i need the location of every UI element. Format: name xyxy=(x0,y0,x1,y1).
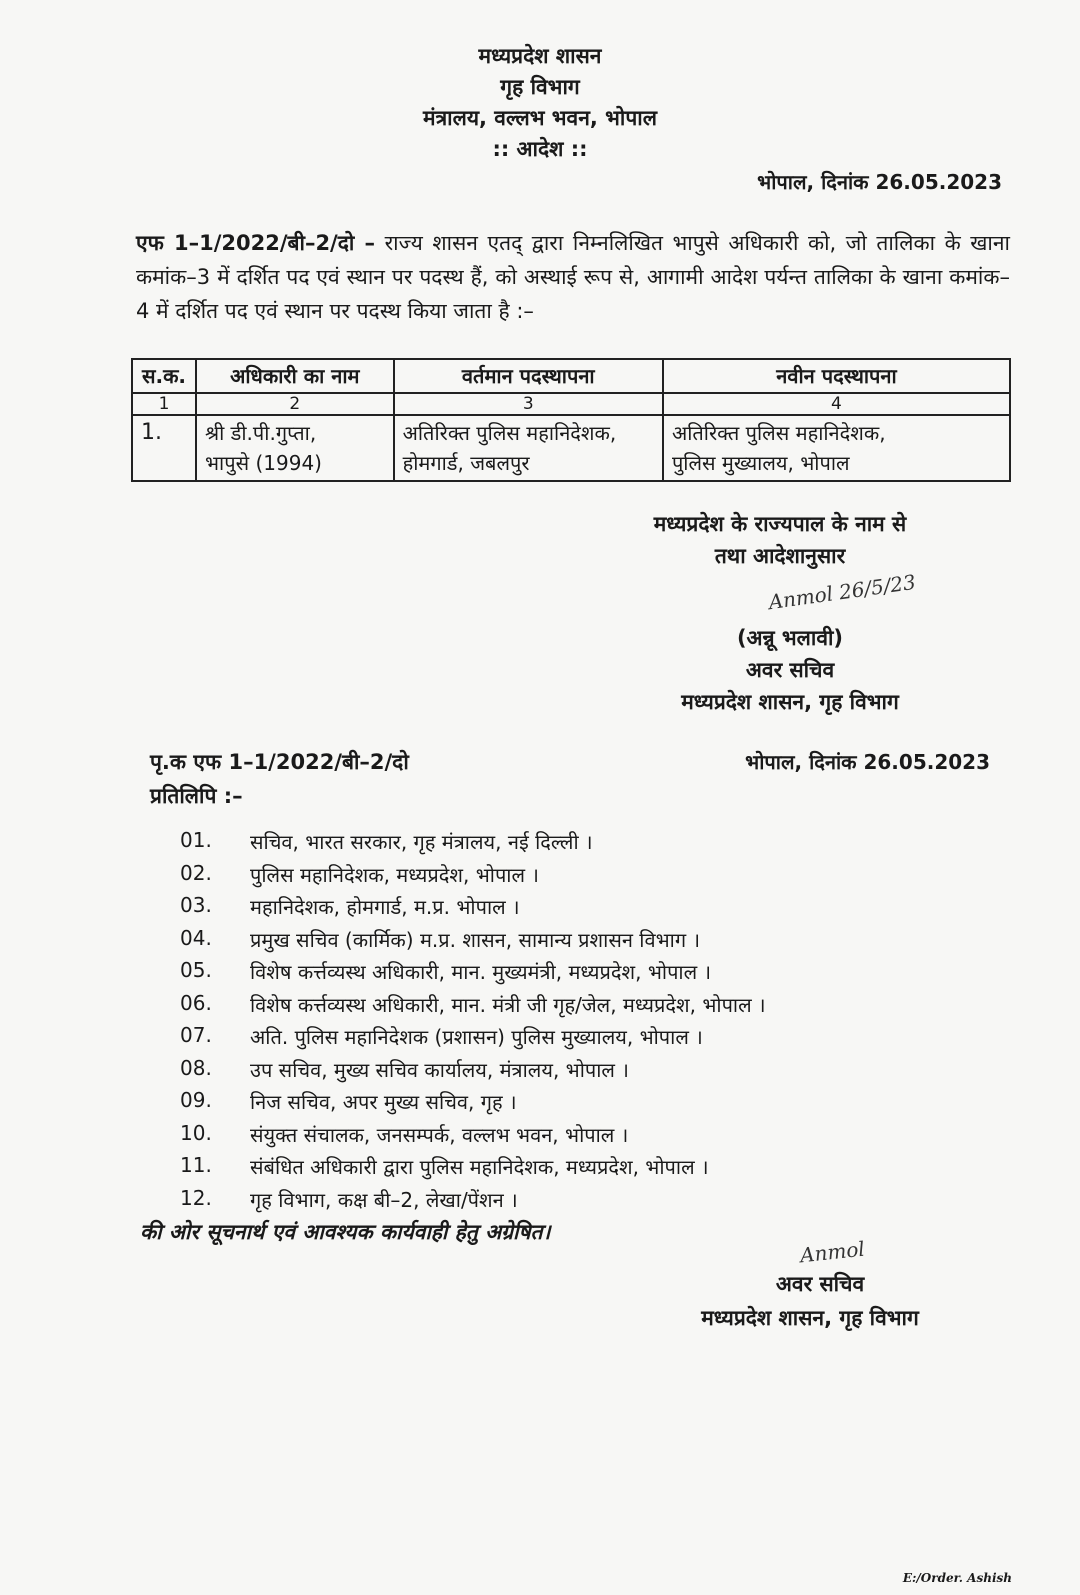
col-number: 4 xyxy=(663,393,1010,415)
col-number: 1 xyxy=(132,393,196,415)
signature-1: Anmol 26/5/23 xyxy=(767,569,918,615)
list-item-number: 04. xyxy=(180,925,212,950)
list-item-text: निज सचिव, अपर मुख्य सचिव, गृह । xyxy=(250,1090,517,1114)
list-item-text: महानिदेशक, होमगार्ड, म.प्र. भोपाल । xyxy=(250,895,520,919)
list-item xyxy=(180,1121,766,1154)
signatory-department: मध्यप्रदेश शासन, गृह विभाग xyxy=(681,690,899,714)
row-officer-name xyxy=(196,415,394,481)
new-post: अतिरिक्त पुलिस महानिदेशक, xyxy=(671,421,886,445)
col-header-current: वर्तमान पदस्थापना xyxy=(394,359,663,393)
copy-number: पृ.क एफ 1–1/2022/बी–2/दो xyxy=(150,750,409,774)
row-current-posting xyxy=(394,415,663,481)
list-item-text: पुलिस महानिदेशक, मध्यप्रदेश, भोपाल । xyxy=(250,862,539,887)
list-item xyxy=(180,958,766,991)
list-item-text: गृह विभाग, कक्ष बी–2, लेखा/पेंशन । xyxy=(250,1187,518,1212)
list-item-text: सचिव, भारत सरकार, गृह मंत्रालय, नई दिल्ली । xyxy=(250,830,593,854)
list-item xyxy=(180,1023,766,1056)
header-line-3: मंत्रालय, वल्लभ भवन, भोपाल xyxy=(423,106,657,130)
order-date: भोपाल, दिनांक 26.05.2023 xyxy=(757,170,1002,194)
authority-line-2: तथा आदेशानुसार xyxy=(714,544,846,568)
list-item-number: 06. xyxy=(180,990,212,1015)
row-new-posting xyxy=(663,415,1010,481)
col-header-name: अधिकारी का नाम xyxy=(196,359,394,393)
list-item-number: 05. xyxy=(180,958,212,982)
list-item xyxy=(180,991,766,1024)
header-line-4: :: आदेश :: xyxy=(492,137,588,161)
posting-table xyxy=(131,358,1011,482)
signatory-2-designation: अवर सचिव xyxy=(775,1272,865,1296)
list-item-number: 12. xyxy=(180,1185,212,1210)
list-item xyxy=(180,893,766,926)
list-item-number: 08. xyxy=(180,1055,212,1080)
copy-date: भोपाल, दिनांक 26.05.2023 xyxy=(745,750,990,774)
list-item-number: 10. xyxy=(180,1120,212,1145)
order-number: एफ 1–1/2022/बी–2/दो – xyxy=(136,231,376,255)
list-item xyxy=(180,926,766,959)
list-item xyxy=(180,1056,766,1089)
list-item xyxy=(180,828,766,861)
list-item xyxy=(180,861,766,894)
list-item-text: संबंधित अधिकारी द्वारा पुलिस महानिदेशक, मध्यप्रदेश, भोपाल । xyxy=(250,1155,709,1179)
list-item-number: 11. xyxy=(180,1153,212,1177)
new-place: पुलिस मुख्यालय, भोपाल xyxy=(671,451,850,475)
signatory-name: (अन्नू भलावी) xyxy=(736,626,844,650)
order-paragraph xyxy=(136,226,1010,328)
authority-line-1: मध्यप्रदेश के राज्यपाल के नाम से xyxy=(653,512,907,536)
header-line-2: गृह विभाग xyxy=(500,75,580,99)
signatory-2-department: मध्यप्रदेश शासन, गृह विभाग xyxy=(701,1306,919,1330)
list-item-text: विशेष कर्त्तव्यस्थ अधिकारी, मान. मंत्री जी गृह/जेल, मध्यप्रदेश, भोपाल । xyxy=(250,992,766,1017)
list-item xyxy=(180,1153,766,1186)
header-line-1: मध्यप्रदेश शासन xyxy=(478,44,602,68)
list-item-number: 03. xyxy=(180,893,212,917)
order-body: राज्य शासन एतद् द्वारा निम्नलिखित भापुसे अधिकारी को, जो तालिका के खाना कमांक–3 में दर्शित पद एवं स्थान पर पदस्थ हैं, को अस्थाई रूप से, आगामी आदेश पर्यन्त तालिका के खाना कमांक–4 में दर्शित पद एवं स्थान पर पदस्थ किया जाता है :– xyxy=(136,231,1010,323)
list-item-number: 02. xyxy=(180,860,212,885)
footer-reference: E:/Order. Ashish xyxy=(902,1571,1012,1585)
col-number: 2 xyxy=(196,393,394,415)
closing-note: की ओर सूचनार्थ एवं आवश्यक कार्यवाही हेतु अग्रेषित। xyxy=(140,1220,551,1244)
list-item-text: प्रमुख सचिव (कार्मिक) म.प्र. शासन, सामान्य प्रशासन विभाग । xyxy=(250,927,701,952)
col-header-new: नवीन पदस्थापना xyxy=(663,359,1010,393)
list-item-text: संयुक्त संचालक, जनसम्पर्क, वल्लभ भवन, भोपाल । xyxy=(250,1122,629,1147)
list-item xyxy=(180,1088,766,1121)
officer-service: भापुसे (1994) xyxy=(204,451,322,475)
list-item-text: विशेष कर्त्तव्यस्थ अधिकारी, मान. मुख्यमंत्री, मध्यप्रदेश, भोपाल । xyxy=(250,960,712,984)
table-column-number-row xyxy=(132,393,1010,415)
col-number: 3 xyxy=(394,393,663,415)
current-post: अतिरिक्त पुलिस महानिदेशक, xyxy=(402,421,617,445)
list-item-number: 09. xyxy=(180,1088,212,1112)
table-row xyxy=(132,415,1010,481)
copy-label: प्रतिलिपि :– xyxy=(150,784,243,808)
list-item-text: अति. पुलिस महानिदेशक (प्रशासन) पुलिस मुख्यालय, भोपाल । xyxy=(250,1025,703,1049)
row-sno: 1. xyxy=(132,415,196,481)
col-header-sno: स.क. xyxy=(132,359,196,393)
signature-2: Anmol xyxy=(798,1236,866,1268)
table-header-row xyxy=(132,359,1010,393)
list-item-text: उप सचिव, मुख्य सचिव कार्यालय, मंत्रालय, भोपाल । xyxy=(250,1057,629,1082)
list-item-number: 07. xyxy=(180,1023,212,1047)
signatory-designation: अवर सचिव xyxy=(745,658,835,682)
current-place: होमगार्ड, जबलपुर xyxy=(402,451,530,475)
officer-name: श्री डी.पी.गुप्ता, xyxy=(204,421,317,445)
list-item xyxy=(180,1186,766,1219)
copy-list xyxy=(180,828,766,1218)
list-item-number: 01. xyxy=(180,828,212,852)
